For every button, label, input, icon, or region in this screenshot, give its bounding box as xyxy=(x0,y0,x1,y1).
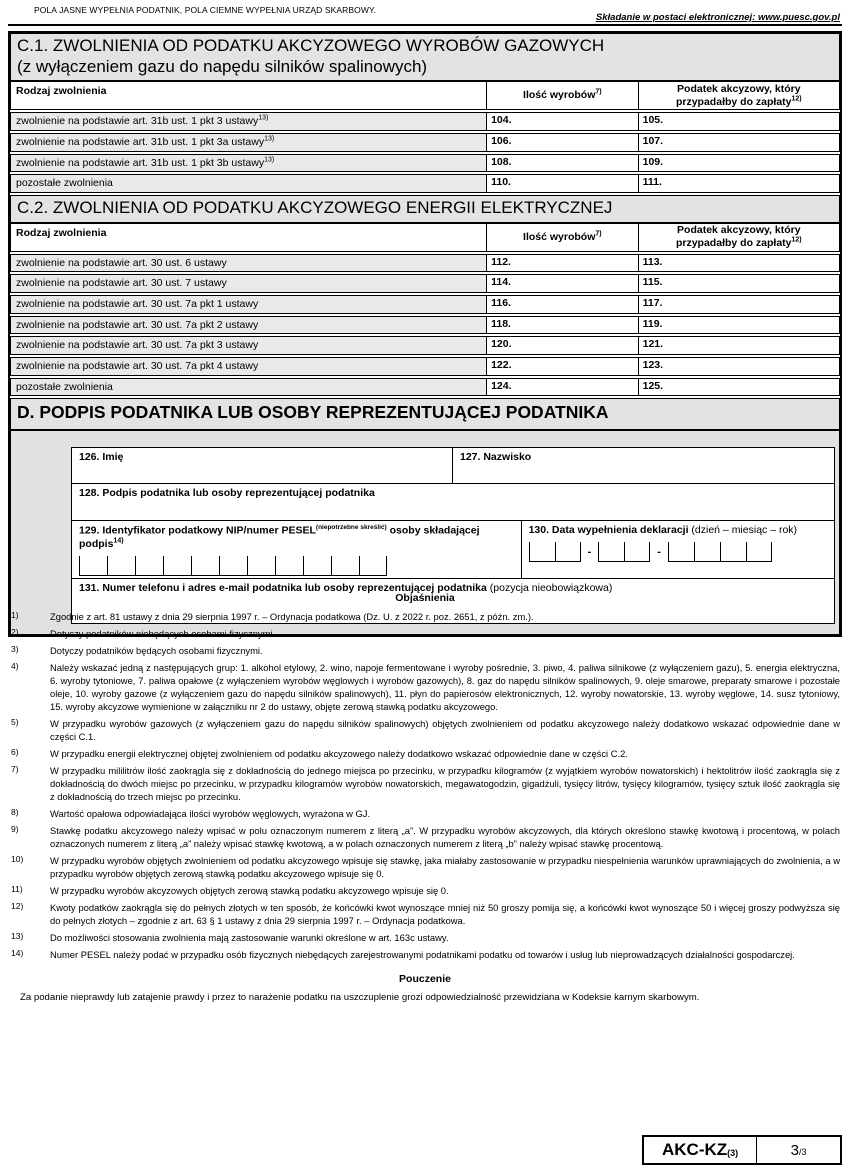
footnote-ref: 13) xyxy=(258,114,269,122)
table-c1-header-row xyxy=(10,81,840,110)
last-name-field[interactable]: 127. Nazwisko xyxy=(460,450,532,463)
date-group xyxy=(529,542,581,562)
nip-pesel-digit-cell[interactable] xyxy=(191,556,219,576)
tax-identifier-label2: osoby składającej podpis xyxy=(79,524,480,550)
footnote-number: 2) xyxy=(11,627,19,637)
form-version: (3) xyxy=(727,1148,739,1158)
page-total: /3 xyxy=(798,1147,807,1157)
footnote-text: Dotyczy podatników będących osobami fizycznymi. xyxy=(50,645,263,656)
nip-pesel-digit-cell[interactable] xyxy=(219,556,247,576)
quantity-cell[interactable] xyxy=(487,379,639,396)
table-c2-header-row xyxy=(10,223,840,252)
page-top-header xyxy=(8,0,842,26)
footnote-number: 5) xyxy=(11,717,19,727)
date-digit-cell[interactable] xyxy=(720,542,746,562)
table-row xyxy=(10,295,840,314)
field-number: 120. xyxy=(491,338,512,351)
section-c1-title: C.1. ZWOLNIENIA OD PODATKU AKCYZOWEGO WYROBÓW GAZOWYCH xyxy=(17,36,605,55)
field-number: 124. xyxy=(491,379,512,392)
declaration-date-field[interactable] xyxy=(522,521,834,579)
footnote-number: 12) xyxy=(11,901,24,911)
field-number: 109. xyxy=(642,155,664,168)
table-c2-rows xyxy=(10,254,840,396)
declaration-date-label: 130. Data wypełnienia deklaracji xyxy=(528,523,689,536)
footnote-ref: 13) xyxy=(264,156,275,164)
tax-identifier-label: 129. Identyfikator podatkowy NIP/numer PESEL xyxy=(79,524,316,537)
tax-cell[interactable] xyxy=(639,155,839,172)
footnote-text: Do możliwości stosowania zwolnienia mają zastosowanie warunki określone w art. 163c ustawy. xyxy=(50,932,449,943)
footnote-ref-7: 7) xyxy=(595,88,602,96)
footnote-text: Dotyczy podatników niebędących osobami fizycznymi. xyxy=(50,628,276,639)
exemption-type-label: zwolnienie na podstawie art. 30 ust. 7 ustawy xyxy=(11,275,487,292)
field-number: 111. xyxy=(642,176,662,189)
footnote-text: Stawkę podatku akcyzowego należy wpisać w polu oznaczonym numerem z literą „a”. W przypadku wyrobów akcyzowych, dla których określono stawkę kwotową i procentową, w polach oznaczonych numerem z literą „a” należy wpisać stawkę kwotową, a w polach oznaczonych numerem z literą „b” należy wpisać stawkę procentową. xyxy=(50,825,840,849)
table-row xyxy=(10,336,840,355)
nip-pesel-digit-cell[interactable] xyxy=(135,556,163,576)
tax-cell[interactable] xyxy=(639,317,839,334)
form-code: AKC-KZ (3) xyxy=(644,1137,757,1163)
footnote-number: 3) xyxy=(11,644,19,654)
exemption-type-label: zwolnienie na podstawie art. 31b ust. 1 pkt 3 ustawy$^{13)}$ xyxy=(11,113,487,130)
footnote-text: Numer PESEL należy podać w przypadku osób fizycznych niebędących zarejestrowanymi podatnikami podatku od towarów i usług lub nieprowadzących działalności gospodarczej. xyxy=(50,949,795,960)
tax-cell[interactable] xyxy=(639,113,839,130)
footnote-ref-14: 14) xyxy=(113,537,124,545)
section-c2-title: C.2. ZWOLNIENIA OD PODATKU AKCYZOWEGO ENERGII ELEKTRYCZNEJ xyxy=(17,198,613,218)
quantity-cell[interactable] xyxy=(487,358,639,375)
exemption-type-label: zwolnienie na podstawie art. 31b ust. 1 pkt 3a ustawy$^{13)}$ xyxy=(11,134,487,151)
footnote-ref: 13) xyxy=(264,135,275,143)
electronic-filing-note: Składanie w postaci elektronicznej: www.puesc.gov.pl xyxy=(595,12,840,23)
name-row xyxy=(72,448,834,484)
date-separator: - xyxy=(587,546,592,559)
nip-pesel-digit-cell[interactable] xyxy=(303,556,331,576)
nip-pesel-digit-cell[interactable] xyxy=(79,556,107,576)
exemption-type-label: zwolnienie na podstawie art. 30 ust. 7a pkt 1 ustawy xyxy=(11,296,487,313)
quantity-cell[interactable] xyxy=(487,134,639,151)
section-d-title: D. PODPIS PODATNIKA LUB OSOBY REPREZENTUJĄCEJ PODATNIKA xyxy=(17,402,609,423)
nip-pesel-digit-cell[interactable] xyxy=(247,556,275,576)
footnote-text: W przypadku energii elektrycznej objętej zwolnieniem od podatku akcyzowego należy dodatkowo wskazać odpowiednie dane w części C.2. xyxy=(50,748,628,759)
footnote-item xyxy=(8,948,842,961)
footnote-text: W przypadku wyrobów objętych zwolnieniem od podatku akcyzowego wpisuje się stawkę, jaka miałaby zastosowanie w przypadku niespełnienia warunków uprawniających do zwolnienia, a w przypadku wyrobów objętych zerową stawką podatku akcyzowego wpisuje się 0. xyxy=(50,855,840,879)
date-digit-cell[interactable] xyxy=(598,542,624,562)
field-number: 114. xyxy=(491,276,511,289)
date-digit-cell[interactable] xyxy=(529,542,555,562)
tax-cell[interactable] xyxy=(639,175,839,192)
footnote-item xyxy=(8,807,842,820)
column-header-quantity: Ilość wyrobów$^{7)}$ xyxy=(487,224,639,251)
footnote-number: 13) xyxy=(11,931,24,941)
exemption-type-label: pozostałe zwolnienia xyxy=(11,175,487,192)
footnote-ref-12: 12) xyxy=(791,236,802,244)
footnote-text: W przypadku wyrobów gazowych (z wyłączeniem gazu do napędu silników spalinowych) objętych zwolnieniem od podatku akcyzowego należy dodatkowo wskazać odpowiednie dane w części C.1. xyxy=(50,718,840,742)
tax-cell[interactable] xyxy=(639,337,839,354)
tax-identifier-field[interactable] xyxy=(72,521,522,579)
field-number: 119. xyxy=(642,317,663,330)
date-format-note: (dzień – miesiąc – rok) xyxy=(688,523,798,536)
footnote-item xyxy=(8,931,842,944)
table-row xyxy=(10,174,840,193)
field-number: 106. xyxy=(491,135,512,148)
date-digit-cell[interactable] xyxy=(746,542,772,562)
table-row xyxy=(10,133,840,152)
field-number: 113. xyxy=(642,255,663,268)
footnote-item xyxy=(8,884,842,897)
nip-pesel-digit-cell[interactable] xyxy=(275,556,303,576)
strike-out-note: (niepotrzebne skreślić) xyxy=(315,523,387,531)
tax-cell[interactable] xyxy=(639,296,839,313)
tax-cell[interactable] xyxy=(639,379,839,396)
exemption-type-label: zwolnienie na podstawie art. 30 ust. 7a pkt 4 ustawy xyxy=(11,358,487,375)
quantity-cell[interactable] xyxy=(487,317,639,334)
signature-row xyxy=(72,484,834,521)
tax-cell[interactable] xyxy=(639,255,839,272)
field-number: 108. xyxy=(491,155,512,168)
caution-text: Za podanie nieprawdy lub zatajenie prawdy i przez to narażenie podatku na uszczuplenie grozi odpowiedzialność przewidziana w Kodeksie karnym skarbowym. xyxy=(20,992,700,1003)
exemption-type-label: zwolnienie na podstawie art. 30 ust. 7a pkt 3 ustawy xyxy=(11,337,487,354)
footnote-list xyxy=(8,610,842,961)
field-number: 104. xyxy=(491,114,512,127)
caution-section xyxy=(8,973,842,1003)
phone-email-label: 131. Numer telefonu i adres e-mail podatnika lub osoby reprezentującej podatnika xyxy=(79,582,487,595)
date-digit-cell[interactable] xyxy=(624,542,650,562)
tax-cell[interactable] xyxy=(639,358,839,375)
signature-field[interactable]: 128. Podpis podatnika lub osoby reprezentującej podatnika xyxy=(79,486,375,499)
footnote-item xyxy=(8,627,842,640)
first-name-field[interactable]: 126. Imię xyxy=(72,448,453,483)
quantity-cell[interactable] xyxy=(487,275,639,292)
quantity-cell[interactable] xyxy=(487,175,639,192)
field-number: 123. xyxy=(642,358,664,371)
quantity-cell[interactable] xyxy=(487,155,639,172)
exemption-type-label: zwolnienie na podstawie art. 30 ust. 6 ustawy xyxy=(11,255,487,272)
footnote-text: Wartość opałowa odpowiadająca ilości wyrobów węglowych, wyrażona w GJ. xyxy=(50,808,371,819)
section-c1-subtitle: (z wyłączeniem gazu do napędu silników spalinowych) xyxy=(17,56,428,76)
optional-note: (pozycja nieobowiązkowa) xyxy=(486,582,613,595)
section-c2-heading xyxy=(10,195,840,223)
field-number: 121. xyxy=(642,338,664,351)
fill-instruction-note: POLA JASNE WYPEŁNIA PODATNIK, POLA CIEMNE WYPEŁNIA URZĄD SKARBOWY. xyxy=(34,5,377,15)
column-header-quantity: Ilość wyrobów$^{7)}$ xyxy=(487,82,639,109)
footnote-number: 9) xyxy=(11,824,19,834)
table-row xyxy=(10,254,840,273)
form-body xyxy=(8,31,842,637)
date-separator: - xyxy=(657,546,661,559)
field-number: 122. xyxy=(491,358,512,371)
footnote-item xyxy=(8,661,842,713)
footnote-text: W przypadku mililitrów ilość zaokrągla się z dokładnością do jednego miejsca po przecinku, w przypadku kilogramów (z wyjątkiem wyrobów nowatorskich) i hektolitrów ilość zaokrągla się z dokładnością do dwóch miejsc po przecinku, w przypadku kilogramów wyrobów nowatorskich, megawatogodzin, gigadżuli, tysięcy litrów, tysięcy kilogramów, tysięcy sztuk ilość zaokrągla się z dokładnością do trzech miejsc po przecinku. xyxy=(50,765,840,802)
table-row xyxy=(10,112,840,131)
footnote-text: Kwoty podatków zaokrągla się do pełnych złotych w ten sposób, że końcówki kwot wynoszące mniej niż 50 groszy pomija się, a końcówki kwot wynoszące 50 i więcej groszy podwyższa się do pełnych złotych – zgodnie z art. 63 § 1 ustawy z dnia 29 sierpnia 1997 r. – Ordynacja podatkowa. xyxy=(50,902,840,926)
footnote-item xyxy=(8,764,842,803)
quantity-cell[interactable] xyxy=(487,113,639,130)
identifier-date-row xyxy=(72,521,834,580)
section-c1-heading xyxy=(10,33,840,81)
footnote-item xyxy=(8,717,842,743)
quantity-cell[interactable] xyxy=(487,337,639,354)
date-group xyxy=(668,542,772,562)
footnote-number: 7) xyxy=(11,764,19,774)
nip-pesel-digit-cell[interactable] xyxy=(359,556,387,576)
caution-heading: Pouczenie xyxy=(399,973,451,985)
quantity-cell[interactable] xyxy=(487,255,639,272)
nip-pesel-digit-cell[interactable] xyxy=(107,556,135,576)
column-header-tax-due: Podatek akcyzowy, który przypadałby do zapłaty$^{12)}$ xyxy=(675,82,802,108)
field-number: 105. xyxy=(642,114,664,127)
footnote-text: Zgodnie z art. 81 ustawy z dnia 29 sierpnia 1997 r. – Ordynacja podatkowa (Dz. U. z 2022 r. poz. 2651, z późn. zm.). xyxy=(50,611,534,622)
tax-cell[interactable] xyxy=(639,275,839,292)
table-row xyxy=(10,274,840,293)
table-row xyxy=(10,357,840,376)
field-number: 107. xyxy=(642,135,664,148)
footnote-ref-12: 12) xyxy=(791,95,802,103)
footnote-number: 8) xyxy=(11,807,19,817)
quantity-cell[interactable] xyxy=(487,296,639,313)
footnote-item xyxy=(8,610,842,623)
tax-cell[interactable] xyxy=(639,134,839,151)
exemption-type-label: pozostałe zwolnienia xyxy=(11,379,487,396)
footnote-item xyxy=(8,854,842,880)
field-number: 110. xyxy=(491,176,511,189)
date-digit-cell[interactable] xyxy=(555,542,581,562)
date-digit-cell[interactable] xyxy=(668,542,694,562)
footnote-text: W przypadku wyrobów akcyzowych objętych zerową stawką podatku akcyzowego wpisuje się 0. xyxy=(50,885,449,896)
footnote-number: 6) xyxy=(11,747,19,757)
page-indicator: 3 /3 xyxy=(790,1141,807,1159)
footnote-number: 14) xyxy=(11,948,24,958)
footnote-text: Należy wskazać jedną z następujących grup: 1. alkohol etylowy, 2. wino, napoje fermentowane i wyroby pośrednie, 3. piwo, 4. paliwa silnikowe (z wyłączeniem gazu), 5. energia elektryczna, 6. wyroby tytoniowe, 7. paliwa opałowe (z wyłączeniem wyrobów węglowych i wyrobów gazowych), 8. gaz do napędu silników spalinowych, 9. oleje smarowe, preparaty smarowe i pozostałe oleje, 10. wyroby gazowe (z wyłączeniem gazu do napędu silników spalinowych), 11. płyn do papierosów elektronicznych, 12. wyroby nowatorskie, 13. wyroby węglowe, 14. susz tytoniowy, 15. wyroby akcyzowe wymienione w załączniku nr 2 do ustawy, objęte zerową stawką podatku akcyzowego. xyxy=(50,662,840,712)
date-digit-cell[interactable] xyxy=(694,542,720,562)
footnote-item xyxy=(8,824,842,850)
footnote-number: 4) xyxy=(11,661,19,671)
nip-pesel-digit-cell[interactable] xyxy=(331,556,359,576)
column-header-exemption-type: Rodzaj zwolnienia xyxy=(11,82,487,109)
field-number: 112. xyxy=(491,255,511,268)
footnote-number: 1) xyxy=(11,610,19,620)
exemption-type-label: zwolnienie na podstawie art. 30 ust. 7a pkt 2 ustawy xyxy=(11,317,487,334)
form-code-box xyxy=(642,1135,842,1165)
table-row xyxy=(10,378,840,397)
section-d-heading xyxy=(10,398,840,429)
footnote-number: 10) xyxy=(11,854,24,864)
field-number: 125. xyxy=(642,379,664,392)
footnote-number: 11) xyxy=(11,884,23,894)
field-number: 115. xyxy=(642,276,663,289)
exemption-type-label: zwolnienie na podstawie art. 31b ust. 1 pkt 3b ustawy$^{13)}$ xyxy=(11,155,487,172)
nip-pesel-digit-cell[interactable] xyxy=(163,556,191,576)
table-row xyxy=(10,316,840,335)
footnote-item xyxy=(8,901,842,927)
field-number: 117. xyxy=(642,297,663,310)
footnote-item xyxy=(8,747,842,760)
field-number: 116. xyxy=(491,297,511,310)
field-number: 118. xyxy=(491,317,511,330)
footnote-item xyxy=(8,644,842,657)
table-c1-rows xyxy=(10,112,840,193)
nip-pesel-comb-input[interactable] xyxy=(79,556,514,576)
column-header-tax-due: Podatek akcyzowy, który przypadałby do zapłaty$^{12)}$ xyxy=(675,224,802,250)
date-group xyxy=(598,542,650,562)
explanations-heading: Objaśnienia xyxy=(395,592,455,604)
table-row xyxy=(10,154,840,173)
explanations-section xyxy=(8,592,842,1003)
column-header-exemption-type: Rodzaj zwolnienia xyxy=(11,224,487,251)
footnote-ref-7: 7) xyxy=(595,230,602,238)
date-comb-input[interactable] xyxy=(529,542,827,562)
